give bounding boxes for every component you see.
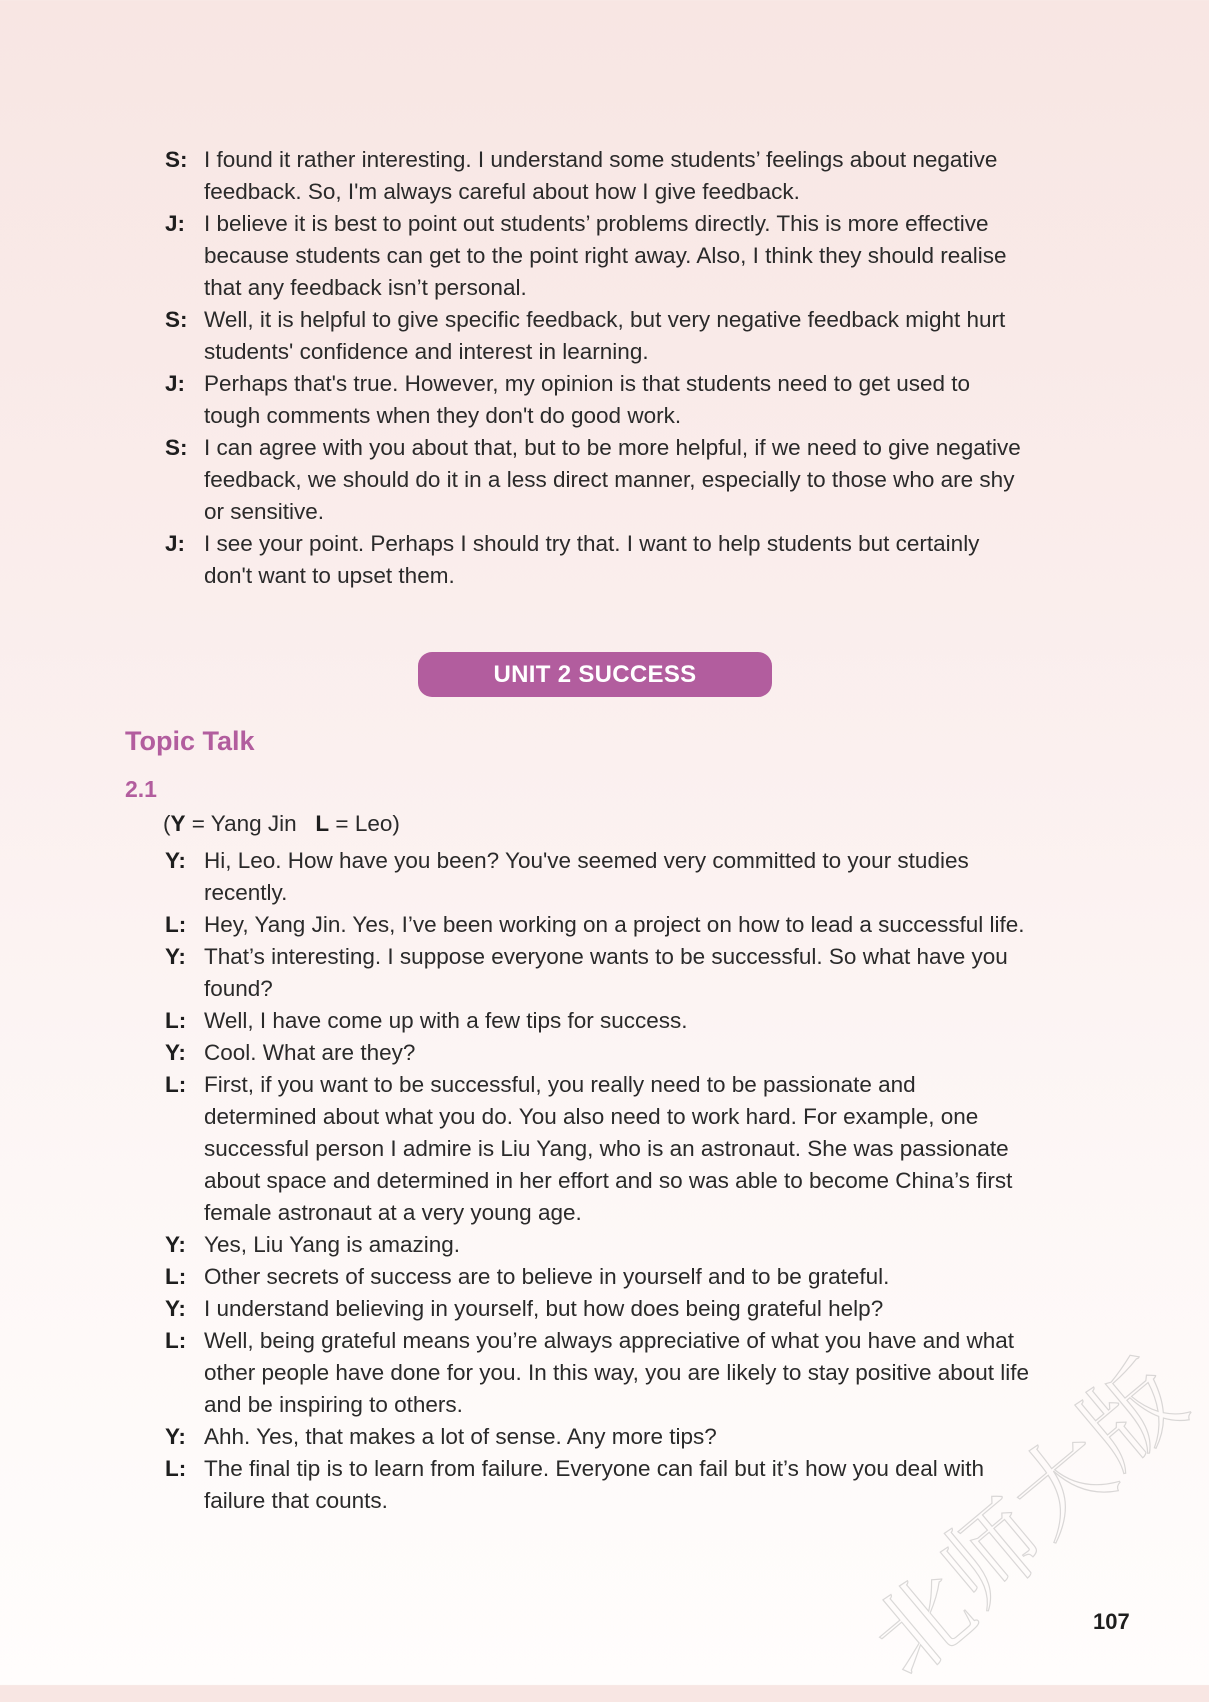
dialogue-text: recently. [204, 880, 288, 905]
dialogue-text: about space and determined in her effort and so was able to become China’s first [204, 1168, 1013, 1193]
speaker-label: L: [165, 1456, 187, 1481]
speaker-label: J: [165, 531, 186, 556]
speaker-label: L: [165, 1264, 187, 1289]
dialogue-text: Yes, Liu Yang is amazing. [204, 1232, 461, 1257]
legend-y-text: = Yang Jin [185, 811, 297, 836]
dialogue-text: tough comments when they don't do good work. [204, 403, 682, 428]
speaker-legend [163, 808, 400, 840]
dialogue-text: successful person I admire is Liu Yang, who is an astronaut. She was passionate [204, 1136, 1009, 1161]
speaker-label: L: [165, 1328, 187, 1353]
dialogue-text: Well, being grateful means you’re always appreciative of what you have and what [204, 1328, 1015, 1353]
dialogue-text: female astronaut at a very young age. [204, 1200, 582, 1225]
speaker-label: S: [165, 147, 188, 172]
speaker-label: Y: [165, 1040, 186, 1065]
speaker-label: J: [165, 211, 186, 236]
speaker-label: L: [165, 912, 187, 937]
dialogue-text: determined about what you do. You also need to work hard. For example, one [204, 1104, 979, 1129]
speaker-label: J: [165, 371, 186, 396]
dialogue-text: First, if you want to be successful, you really need to be passionate and [204, 1072, 916, 1097]
unit-banner: UNIT 2 SUCCESS [418, 652, 772, 697]
dialogue-text: Hey, Yang Jin. Yes, I’ve been working on a project on how to lead a successful life. [204, 912, 1025, 937]
dialogue-text: Other secrets of success are to believe in yourself and to be grateful. [204, 1264, 890, 1289]
section-heading: Topic Talk [125, 726, 255, 756]
subsection-number: 2.1 [125, 776, 157, 802]
legend-open: ( [163, 811, 171, 836]
speaker-label: Y: [165, 1424, 186, 1449]
dialogue-text: I believe it is best to point out students’ problems directly. This is more effective [204, 211, 989, 236]
dialogue-text: feedback. So, I'm always careful about how I give feedback. [204, 179, 800, 204]
dialogue-text: Ahh. Yes, that makes a lot of sense. Any more tips? [204, 1424, 717, 1449]
speaker-label: Y: [165, 848, 186, 873]
dialogue-text: students' confidence and interest in learning. [204, 339, 649, 364]
dialogue-text: Cool. What are they? [204, 1040, 416, 1065]
speaker-label: L: [165, 1008, 187, 1033]
speaker-label: S: [165, 435, 188, 460]
dialogue-text: found? [204, 976, 273, 1001]
dialogue-text: I found it rather interesting. I understand some students’ feelings about negative [204, 147, 998, 172]
publisher-watermark: 北 师 大 版 [850, 1340, 1206, 1698]
dialogue-text: Well, it is helpful to give specific feedback, but very negative feedback might hurt [204, 307, 1006, 332]
dialogue-text: Hi, Leo. How have you been? You've seemed very committed to your studies [204, 848, 969, 873]
dialogue-text: That’s interesting. I suppose everyone wants to be successful. So what have you [204, 944, 1008, 969]
dialogue-text: that any feedback isn’t personal. [204, 275, 527, 300]
dialogue-text: The final tip is to learn from failure. Everyone can fail but it’s how you deal with [204, 1456, 984, 1481]
dialogue-text: don't want to upset them. [204, 563, 455, 588]
page-number: 107 [1093, 1609, 1130, 1634]
dialogue-text: and be inspiring to others. [204, 1392, 463, 1417]
speaker-label: S: [165, 307, 188, 332]
dialogue-text: I can agree with you about that, but to be more helpful, if we need to give negative [204, 435, 1021, 460]
speaker-label: L: [165, 1072, 187, 1097]
dialogue-text: feedback, we should do it in a less direct manner, especially to those who are shy [204, 467, 1015, 492]
legend-y-key: Y [170, 811, 186, 836]
dialogue-text: or sensitive. [204, 499, 325, 524]
dialogue-text: Well, I have come up with a few tips for success. [204, 1008, 688, 1033]
speaker-label: Y: [165, 1232, 186, 1257]
dialogue-text: because students can get to the point right away. Also, I think they should realise [204, 243, 1007, 268]
speaker-label: Y: [165, 1296, 186, 1321]
legend-l-text: = Leo) [329, 811, 400, 836]
dialogue-text: failure that counts. [204, 1488, 388, 1513]
dialogue-text: Perhaps that's true. However, my opinion is that students need to get used to [204, 371, 970, 396]
legend-l-key: L [315, 811, 330, 836]
dialogue-text: I see your point. Perhaps I should try that. I want to help students but certainly [204, 531, 980, 556]
dialogue-text: I understand believing in yourself, but how does being grateful help? [204, 1296, 884, 1321]
dialogue-text: other people have done for you. In this way, you are likely to stay positive about life [204, 1360, 1030, 1385]
speaker-label: Y: [165, 944, 186, 969]
